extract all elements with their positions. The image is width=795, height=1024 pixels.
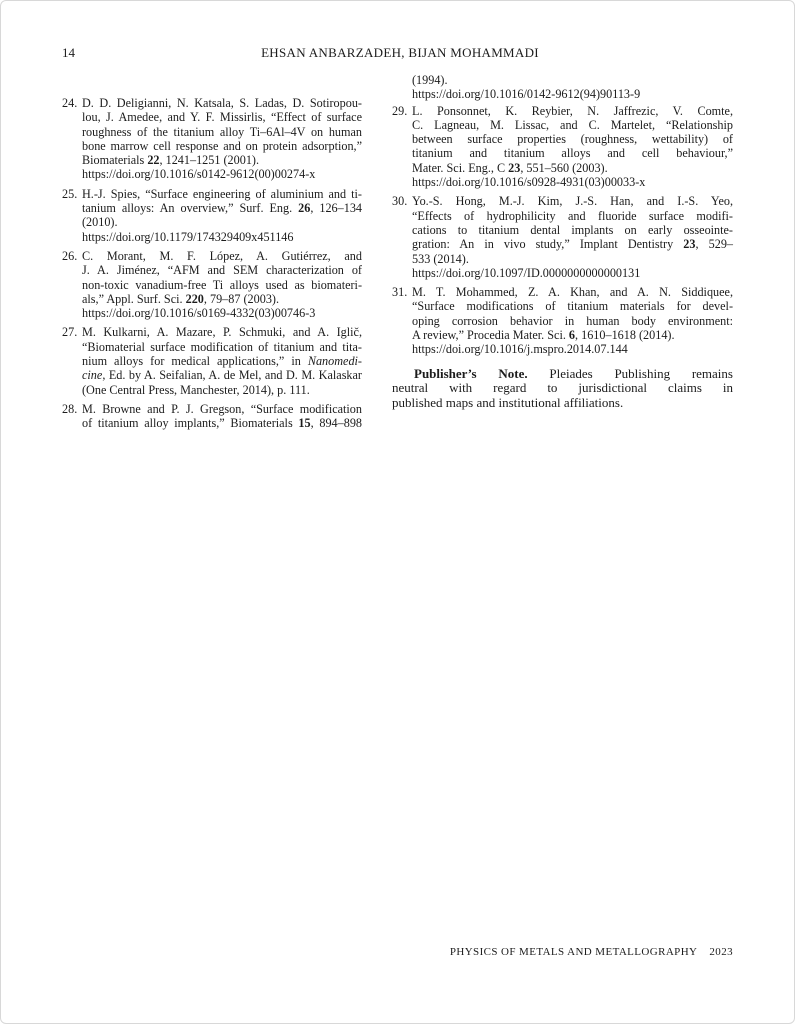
text-segment: https://doi.org/10.1016/s0142-9612(00)00274-x [82,167,316,182]
reference-line [82,416,362,430]
text-segment: C. Lagneau, M. Lissac, and C. Martelet, “Relationship [412,117,733,132]
note-line: published maps and institutional affiliations. [392,395,624,411]
text-segment: bone marrow cell response and on protein adsorption,” [82,138,362,153]
text-segment: “Effects of hydrophilicity and fluoride surface modifi- [412,208,733,223]
note-text: Pleiades Publishing remains [527,365,733,381]
volume-number: 26 [298,201,311,216]
reference-line [412,209,733,223]
volume-number: 23 [508,160,521,175]
reference-line [82,278,362,292]
reference-line [82,187,362,201]
reference-line [412,104,733,118]
reference-line [412,161,733,175]
reference-line [412,132,733,146]
text-segment: tanium alloys: An overview,” Surf. Eng. [82,201,299,216]
reference-item [392,194,733,280]
text-segment: roughness of the titanium alloy Ti–6Al–4V on human [82,124,362,139]
text-segment: C. Morant, M. F. López, A. Gutiérrez, and [82,248,362,263]
text-segment: , 79–87 (2003). [203,291,280,306]
doi-link[interactable] [412,175,733,189]
text-segment: gration: An in vivo study,” Implant Dentistry [412,237,684,252]
text-segment: non-toxic vanadium-free Ti alloys used as biomateri- [82,277,362,292]
doi-link[interactable] [82,167,362,181]
journal-name: PHYSICS OF METALS AND METALLOGRAPHY [449,946,698,958]
text-segment: of titanium alloy implants,” Biomaterials [82,416,299,431]
text-segment: , Ed. by A. Seifalian, A. de Mel, and D. M. Kalaskar [102,368,362,383]
note-line: neutral with regard to jurisdictional claims in [392,380,733,396]
reference-item [62,402,362,431]
text-segment: H.-J. Spies, “Surface engineering of aluminium and ti- [82,186,362,201]
italic-title: cine [82,368,103,383]
reference-item [392,285,733,356]
text-segment: M. Browne and P. J. Gregson, “Surface modification [82,401,362,416]
text-segment: https://doi.org/10.1016/s0928-4931(03)00033-x [412,175,646,190]
text-segment: , 1241–1251 (2001). [159,153,260,168]
reference-line [82,139,362,153]
text-segment: https://doi.org/10.1016/s0169-4332(03)00746-3 [82,306,316,321]
reference-item [62,325,362,396]
doi-link[interactable] [82,230,362,244]
reference-number: 24. [62,96,78,110]
reference-line [412,328,733,342]
reference-number: 28. [62,401,78,416]
text-segment: (1994). [412,73,448,87]
note-heading: Publisher’s Note. [414,365,528,381]
reference-number: 31. [392,285,408,300]
reference-line [412,194,733,208]
reference-line [412,252,733,266]
reference-line [412,146,733,160]
reference-line [82,402,362,416]
volume-number: 6 [568,328,576,343]
reference-number: 25. [62,186,78,201]
reference-item [62,96,362,182]
text-segment: lou, J. Amedee, and Y. F. Missirlis, “Effect of surface [82,110,362,125]
doi-link[interactable] [412,87,733,101]
text-segment: https://doi.org/10.1016/j.mspro.2014.07.144 [412,342,628,357]
reference-line [82,125,362,139]
volume-number: 22 [147,153,160,168]
volume-number: 220 [185,291,204,306]
text-segment: https://doi.org/10.1179/174329409x451146 [82,229,294,244]
text-segment: titanium and titanium alloys and cell behaviour,” [412,146,733,161]
text-segment: als,” Appl. Surf. Sci. [82,291,186,306]
text-segment: L. Ponsonnet, K. Reybier, N. Jaffrezic, V. Comte, [412,103,733,118]
text-segment: Biomaterials [82,153,148,168]
reference-line [412,223,733,237]
reference-item [392,104,733,190]
reference-line [412,299,733,313]
reference-line [82,215,362,229]
text-segment: A review,” Procedia Mater. Sci. [412,328,569,343]
reference-line [412,237,733,251]
reference-line [412,118,733,132]
reference-line [82,201,362,215]
reference-line [82,292,362,306]
text-segment: https://doi.org/10.1097/ID.0000000000000131 [412,265,641,280]
left-column-references [62,96,362,436]
text-segment: nium alloys for medical applications,” in [82,354,308,369]
text-segment: M. T. Mohammed, Z. A. Khan, and A. N. Siddiquee, [412,285,733,300]
text-segment: Yo.-S. Hong, M.-J. Kim, J.-S. Han, and I.-S. Yeo, [412,194,733,209]
doi-link[interactable] [82,306,362,320]
reference-line [82,249,362,263]
text-segment: , 529– [695,237,734,252]
text-segment: , 1610–1618 (2014). [575,328,675,343]
text-segment: J. A. Jiménez, “AFM and SEM characterization of [82,263,362,278]
doi-link[interactable] [412,342,733,356]
text-segment: Mater. Sci. Eng., C [412,160,509,175]
right-column [392,73,733,411]
text-segment: (2010). [82,215,118,230]
reference-line [412,73,733,87]
reference-item [62,187,362,244]
reference-line [82,340,362,354]
reference-line [82,354,362,368]
text-segment: “Biomaterial surface modification of titanium and tita- [82,339,362,354]
reference-28-continuation [392,73,733,102]
volume-number: 15 [298,416,311,431]
reference-line [82,368,362,382]
reference-line [82,96,362,110]
running-title: EHSAN ANBARZADEH, BIJAN MOHAMMADI [261,45,539,60]
text-segment: cations to titanium dental implants on early osseointe- [412,222,733,237]
reference-line [82,153,362,167]
text-segment: between surface properties (roughness, wettability) of [412,132,733,147]
doi-link[interactable] [412,266,733,280]
publishers-note [392,367,733,411]
text-segment: oping corrosion behavior in human body environment: [412,313,733,328]
reference-line [82,325,362,339]
text-segment: https://doi.org/10.1016/0142-9612(94)90113-9 [412,87,641,102]
text-segment: M. Kulkarni, A. Mazare, P. Schmuki, and A. Iglič, [82,325,362,340]
text-segment: D. D. Deligianni, N. Katsala, S. Ladas, D. Sotiropou- [82,96,362,110]
journal-year: 2023 [709,946,733,958]
reference-number: 30. [392,194,408,209]
text-segment: , 551–560 (2003). [520,160,608,175]
right-column-references [392,104,733,357]
text-segment: (One Central Press, Manchester, 2014), p. 111. [82,382,310,397]
reference-line [82,263,362,277]
italic-title: Nanomedi- [307,354,362,369]
text-segment: “Surface modifications of titanium materials for devel- [412,299,733,314]
reference-line [82,383,362,397]
reference-line [412,285,733,299]
reference-line [412,314,733,328]
text-segment: , 126–134 [310,201,363,216]
reference-line [82,110,362,124]
text-segment: , 894–898 [310,416,363,431]
footer [380,946,733,958]
reference-item [62,249,362,320]
note-line [392,367,733,382]
reference-number: 27. [62,325,78,340]
reference-number: 29. [392,103,408,118]
text-segment: 533 (2014). [412,251,469,266]
page-number: 14 [62,45,75,60]
volume-number: 23 [683,237,696,252]
reference-number: 26. [62,248,78,263]
